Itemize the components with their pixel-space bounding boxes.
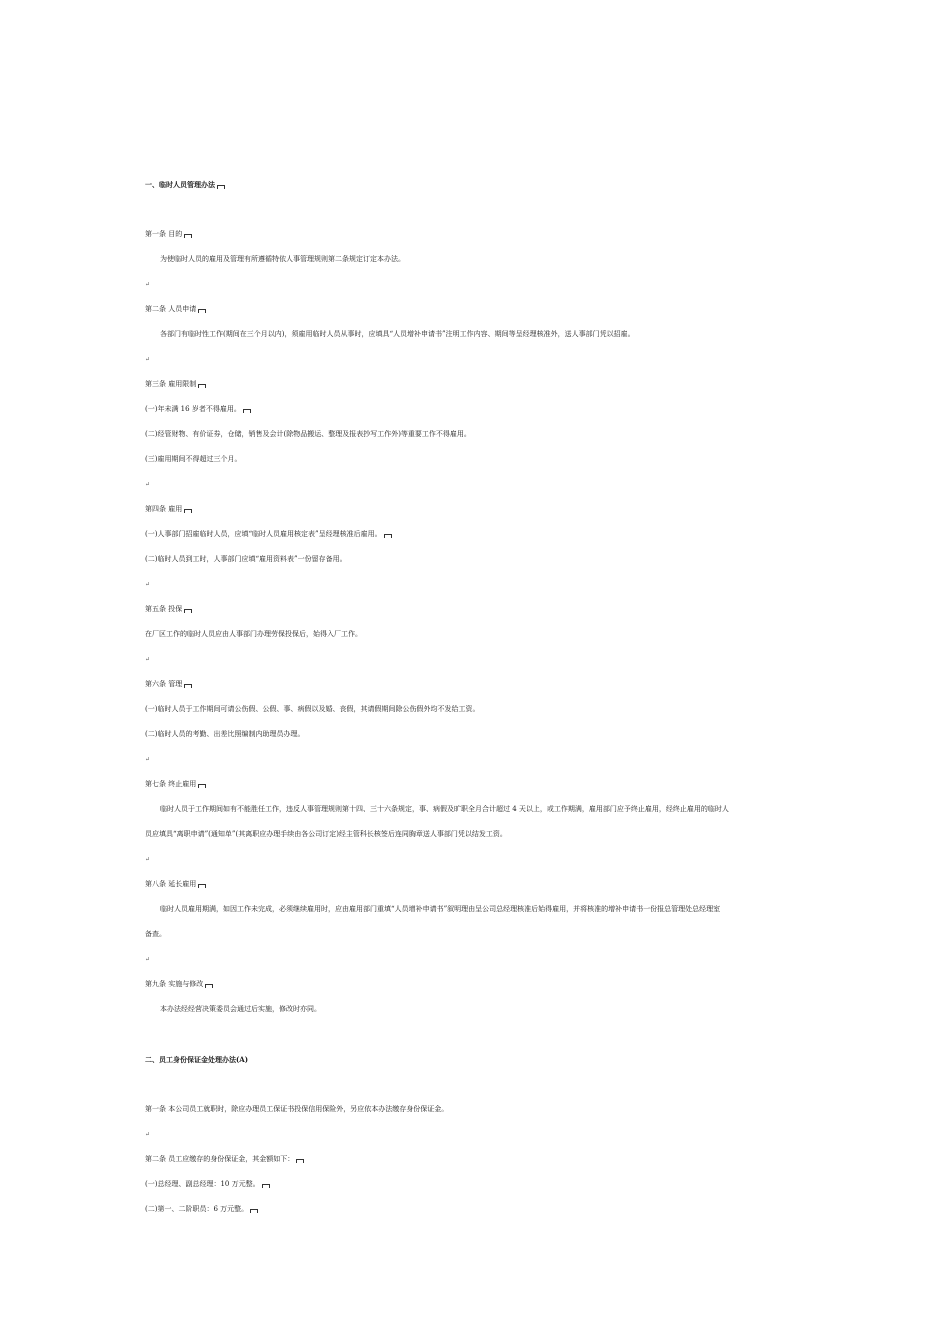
paragraph-mark-icon: [198, 309, 206, 313]
list-item: (三)雇用期间不得超过三个月。: [145, 455, 242, 463]
empty-paragraph-mark: ↵: [145, 581, 151, 588]
article-heading: 第五条 投保: [145, 605, 192, 614]
article-text: 备查。: [145, 930, 166, 938]
empty-paragraph-mark: ↵: [145, 481, 151, 488]
paragraph-mark-icon: [217, 185, 225, 189]
paragraph-mark-icon: [184, 509, 192, 513]
article-heading: 第四条 雇用: [145, 505, 192, 514]
article-text: 为使临时人员的雇用及管理有所遵循特依人事管理规则第二条规定订定本办法。: [160, 255, 405, 263]
article-heading: 第七条 终止雇用: [145, 780, 206, 789]
article-text: 各部门有临时性工作(期间在三个月以内)，须雇用临时人员从事时，应填具“人员增补申请书”注明工作内容、期间等呈经理核准外，送人事部门凭以招雇。: [160, 330, 635, 338]
article-text: 临时人员雇用期满，如因工作未完成，必须继续雇用时，应由雇用部门重填“人员增补申请书”叙明理由呈公司总经理核准后始得雇用，并将核准的增补申请书一份报总管理处总经理室: [160, 905, 721, 913]
article-heading: 第六条 管理: [145, 680, 192, 689]
list-item: (二)临时人员到工时，人事部门应填“雇用资料表”一份留存备用。: [145, 555, 347, 563]
empty-paragraph-mark: ↵: [145, 281, 151, 288]
paragraph-mark-icon: [384, 534, 392, 538]
article-heading: 第二条 员工应缴存的身份保证金，其金额如下：: [145, 1155, 304, 1164]
article-heading: 第八条 延长雇用: [145, 880, 206, 889]
article-text: 员应填具“离职申请”(通知单”(其离职应办理手续由各公司订定)经主管科长核签后连同胸章送人事部门凭以结发工资。: [145, 830, 507, 838]
list-item: (一)年未满 16 岁者不得雇用。: [145, 405, 251, 414]
section-title: 一、临时人员管理办法: [145, 180, 225, 189]
section-title: 二、员工身份保证金处理办法(A): [145, 1055, 249, 1064]
list-item: (二)临时人员的考勤、出差比照编制内助理员办理。: [145, 730, 305, 738]
article-heading: 第二条 人员申请: [145, 305, 206, 314]
empty-paragraph-mark: ↵: [145, 656, 151, 663]
empty-paragraph-mark: ↵: [145, 756, 151, 763]
paragraph-mark-icon: [184, 234, 192, 238]
paragraph-mark-icon: [243, 409, 251, 413]
paragraph-mark-icon: [198, 884, 206, 888]
article-text: 本办法经经营决策委员会通过后实施，修改时亦同。: [160, 1005, 321, 1013]
empty-paragraph-mark: ↵: [145, 356, 151, 363]
empty-paragraph-mark: ↵: [145, 1131, 151, 1138]
paragraph-mark-icon: [262, 1184, 270, 1188]
list-item: (二)经管财物、有价证券，仓储，销售及会计(除物品搬运、整理及报表抄写工作外)等重要工作不得雇用。: [145, 430, 471, 438]
list-item: (一)人事部门招雇临时人员，应填“临时人员雇用核定表”呈经理核准后雇用。: [145, 530, 392, 539]
list-item: (二)第一、二阶职员：6 万元整。: [145, 1205, 258, 1214]
empty-paragraph-mark: ↵: [145, 856, 151, 863]
article-heading: 第一条 目的: [145, 230, 192, 239]
paragraph-mark-icon: [184, 684, 192, 688]
empty-paragraph-mark: ↵: [145, 956, 151, 963]
paragraph-mark-icon: [205, 984, 213, 988]
list-item: (一)临时人员于工作期间可请公伤假、公假、事、病假以及婚、丧假，其请假期间除公伤假外均不发给工资。: [145, 705, 480, 713]
article-text: 临时人员于工作期间如有不能胜任工作，违反人事管理规则第十四、三十六条规定，事、病假及旷职全月合计超过 4 天以上，或工作期满，雇用部门应予终止雇用，经终止雇用的临时人: [160, 805, 729, 813]
paragraph-mark-icon: [296, 1159, 304, 1163]
list-item: (一)总经理、副总经理：10 万元整。: [145, 1180, 270, 1189]
paragraph-mark-icon: [198, 784, 206, 788]
paragraph-mark-icon: [184, 609, 192, 613]
article-text: 在厂区工作的临时人员应由人事部门办理劳保投保后，始得入厂工作。: [145, 630, 362, 638]
article-heading: 第三条 雇用限制: [145, 380, 206, 389]
article-heading: 第九条 实施与修改: [145, 980, 213, 989]
paragraph-mark-icon: [250, 1209, 258, 1213]
paragraph-mark-icon: [198, 384, 206, 388]
article-text: 第一条 本公司员工就职时，除应办理员工保证书投保信用保险外，另应依本办法缴存身份保证金。: [145, 1105, 449, 1113]
